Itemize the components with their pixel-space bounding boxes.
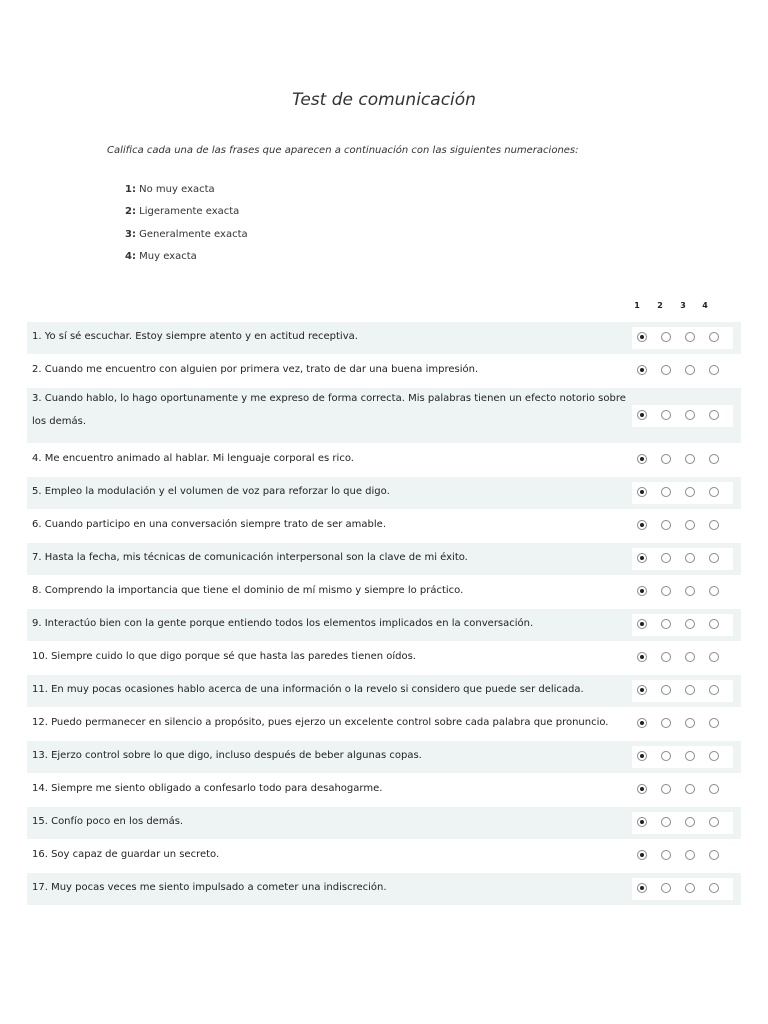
- rating-radio-3[interactable]: [685, 883, 695, 893]
- rating-radio-3[interactable]: [685, 332, 695, 342]
- question-row: [27, 444, 741, 477]
- question-text: 16. Soy capaz de guardar un secreto.: [32, 849, 220, 860]
- rating-radio-1[interactable]: [637, 332, 647, 342]
- rating-radio-3[interactable]: [685, 685, 695, 695]
- question-text: 1. Yo sí sé escuchar. Estoy siempre atento y en actitud receptiva.: [32, 331, 358, 342]
- rating-radio-3[interactable]: [685, 652, 695, 662]
- question-row: [27, 543, 741, 576]
- rating-radio-2[interactable]: [661, 718, 671, 728]
- page-title: Test de comunicación: [292, 90, 476, 110]
- rating-options: [632, 845, 733, 867]
- rating-radio-4[interactable]: [709, 410, 719, 420]
- rating-radio-2[interactable]: [661, 487, 671, 497]
- rating-radio-2[interactable]: [661, 883, 671, 893]
- question-row: [27, 741, 741, 774]
- rating-radio-1[interactable]: [637, 685, 647, 695]
- rating-radio-3[interactable]: [685, 487, 695, 497]
- legend-item: [125, 183, 248, 205]
- question-text: 6. Cuando participo en una conversación siempre trato de ser amable.: [32, 519, 387, 530]
- question-text: 4. Me encuentro animado al hablar. Mi lenguaje corporal es rico.: [32, 453, 354, 464]
- question-text: 15. Confío poco en los demás.: [32, 816, 184, 827]
- rating-radio-2[interactable]: [661, 553, 671, 563]
- rating-radio-4[interactable]: [709, 520, 719, 530]
- rating-radio-4[interactable]: [709, 652, 719, 662]
- rating-radio-1[interactable]: [637, 619, 647, 629]
- rating-radio-3[interactable]: [685, 454, 695, 464]
- rating-options: [632, 581, 733, 603]
- question-text: 2. Cuando me encuentro con alguien por primera vez, trato de dar una buena impresión.: [32, 364, 479, 375]
- question-text: 7. Hasta la fecha, mis técnicas de comunicación interpersonal son la clave de mi éxito.: [32, 552, 468, 563]
- rating-radio-2[interactable]: [661, 652, 671, 662]
- rating-options: [632, 878, 733, 900]
- rating-options: [632, 482, 733, 504]
- rating-options: [632, 680, 733, 702]
- rating-radio-3[interactable]: [685, 365, 695, 375]
- rating-radio-2[interactable]: [661, 850, 671, 860]
- rating-radio-1[interactable]: [637, 883, 647, 893]
- question-row: [27, 477, 741, 510]
- rating-radio-4[interactable]: [709, 454, 719, 464]
- rating-radio-1[interactable]: [637, 553, 647, 563]
- question-text: 13. Ejerzo control sobre lo que digo, incluso después de beber algunas copas.: [32, 750, 422, 761]
- rating-radio-4[interactable]: [709, 751, 719, 761]
- question-row: [27, 609, 741, 642]
- questions-list: [27, 322, 741, 906]
- rating-radio-1[interactable]: [637, 410, 647, 420]
- rating-options: [632, 746, 733, 768]
- rating-radio-2[interactable]: [661, 685, 671, 695]
- rating-options: [632, 812, 733, 834]
- rating-radio-1[interactable]: [637, 850, 647, 860]
- question-row: [27, 388, 741, 444]
- rating-options: [632, 647, 733, 669]
- rating-radio-2[interactable]: [661, 410, 671, 420]
- rating-radio-4[interactable]: [709, 365, 719, 375]
- question-row: [27, 675, 741, 708]
- question-row: [27, 510, 741, 543]
- question-row: [27, 774, 741, 807]
- question-row: [27, 355, 741, 388]
- rating-options: [632, 405, 733, 427]
- rating-radio-2[interactable]: [661, 784, 671, 794]
- legend-item: [125, 228, 248, 250]
- rating-radio-4[interactable]: [709, 619, 719, 629]
- rating-radio-2[interactable]: [661, 619, 671, 629]
- question-text: 5. Empleo la modulación y el volumen de voz para reforzar lo que digo.: [32, 486, 390, 497]
- rating-radio-4[interactable]: [709, 850, 719, 860]
- scale-legend: [125, 183, 248, 272]
- rating-radio-3[interactable]: [685, 553, 695, 563]
- legend-key: 3:: [125, 228, 136, 240]
- question-text: 8. Comprendo la importancia que tiene el dominio de mí mismo y siempre lo práctico.: [32, 585, 464, 596]
- rating-radio-2[interactable]: [661, 751, 671, 761]
- scale-header-3: 3: [680, 301, 686, 310]
- rating-radio-3[interactable]: [685, 784, 695, 794]
- rating-radio-3[interactable]: [685, 586, 695, 596]
- rating-radio-3[interactable]: [685, 850, 695, 860]
- rating-radio-4[interactable]: [709, 332, 719, 342]
- question-row: [27, 708, 741, 741]
- rating-options: [632, 449, 733, 471]
- rating-radio-2[interactable]: [661, 586, 671, 596]
- rating-radio-1[interactable]: [637, 718, 647, 728]
- rating-radio-4[interactable]: [709, 883, 719, 893]
- rating-radio-4[interactable]: [709, 718, 719, 728]
- question-text: 10. Siempre cuido lo que digo porque sé que hasta las paredes tienen oídos.: [32, 651, 416, 662]
- instructions-text: Califica cada una de las frases que aparecen a continuación con las siguientes numeraciones:: [107, 145, 579, 156]
- rating-options: [632, 515, 733, 537]
- question-row: [27, 322, 741, 355]
- rating-radio-3[interactable]: [685, 751, 695, 761]
- rating-options: [632, 327, 733, 349]
- legend-key: 2:: [125, 206, 136, 218]
- question-row: [27, 873, 741, 906]
- question-text: 17. Muy pocas veces me siento impulsado a cometer una indiscreción.: [32, 882, 387, 893]
- rating-radio-4[interactable]: [709, 817, 719, 827]
- legend-key: 1:: [125, 184, 136, 195]
- rating-options: [632, 614, 733, 636]
- scale-header-1: 1: [634, 301, 640, 310]
- rating-options: [632, 360, 733, 382]
- rating-radio-4[interactable]: [709, 586, 719, 596]
- rating-options: [632, 548, 733, 570]
- rating-radio-2[interactable]: [661, 520, 671, 530]
- question-text: 12. Puedo permanecer en silencio a propósito, pues ejerzo un excelente control sobre cada palabra que pronuncio.: [32, 717, 609, 728]
- question-row: [27, 840, 741, 873]
- question-row: [27, 807, 741, 840]
- rating-radio-1[interactable]: [637, 454, 647, 464]
- rating-radio-4[interactable]: [709, 784, 719, 794]
- rating-radio-1[interactable]: [637, 365, 647, 375]
- rating-radio-1[interactable]: [637, 751, 647, 761]
- question-text: 11. En muy pocas ocasiones hablo acerca de una información o la revelo si considero que puede ser delicada.: [32, 684, 584, 695]
- question-text: 3. Cuando hablo, lo hago oportunamente y me expreso de forma correcta. Mis palabras tienen un efecto notorio sobre los demás.: [32, 393, 626, 427]
- rating-radio-4[interactable]: [709, 685, 719, 695]
- rating-radio-1[interactable]: [637, 586, 647, 596]
- question-row: [27, 642, 741, 675]
- rating-radio-2[interactable]: [661, 454, 671, 464]
- rating-radio-2[interactable]: [661, 365, 671, 375]
- rating-radio-3[interactable]: [685, 520, 695, 530]
- legend-label: Ligeramente exacta: [139, 206, 240, 218]
- legend-label: Generalmente exacta: [139, 228, 248, 240]
- rating-radio-1[interactable]: [637, 520, 647, 530]
- rating-options: [632, 713, 733, 735]
- rating-radio-2[interactable]: [661, 817, 671, 827]
- rating-radio-2[interactable]: [661, 332, 671, 342]
- rating-radio-1[interactable]: [637, 487, 647, 497]
- legend-label: No muy exacta: [139, 184, 215, 195]
- scale-header-2: 2: [657, 301, 663, 310]
- question-text: 9. Interactúo bien con la gente porque entiendo todos los elementos implicados en la conversación.: [32, 618, 534, 629]
- legend-item: [125, 205, 248, 227]
- legend-item: [125, 250, 248, 272]
- rating-radio-4[interactable]: [709, 553, 719, 563]
- legend-label: Muy exacta: [139, 250, 197, 262]
- rating-radio-4[interactable]: [709, 487, 719, 497]
- scale-header-4: 4: [702, 301, 708, 310]
- rating-radio-1[interactable]: [637, 817, 647, 827]
- question-text: 14. Siempre me siento obligado a confesarlo todo para desahogarme.: [32, 783, 383, 794]
- rating-radio-3[interactable]: [685, 619, 695, 629]
- rating-radio-1[interactable]: [637, 652, 647, 662]
- rating-options: [632, 779, 733, 801]
- rating-radio-1[interactable]: [637, 784, 647, 794]
- question-row: [27, 576, 741, 609]
- legend-key: 4:: [125, 250, 136, 262]
- rating-radio-3[interactable]: [685, 410, 695, 420]
- rating-radio-3[interactable]: [685, 817, 695, 827]
- rating-radio-3[interactable]: [685, 718, 695, 728]
